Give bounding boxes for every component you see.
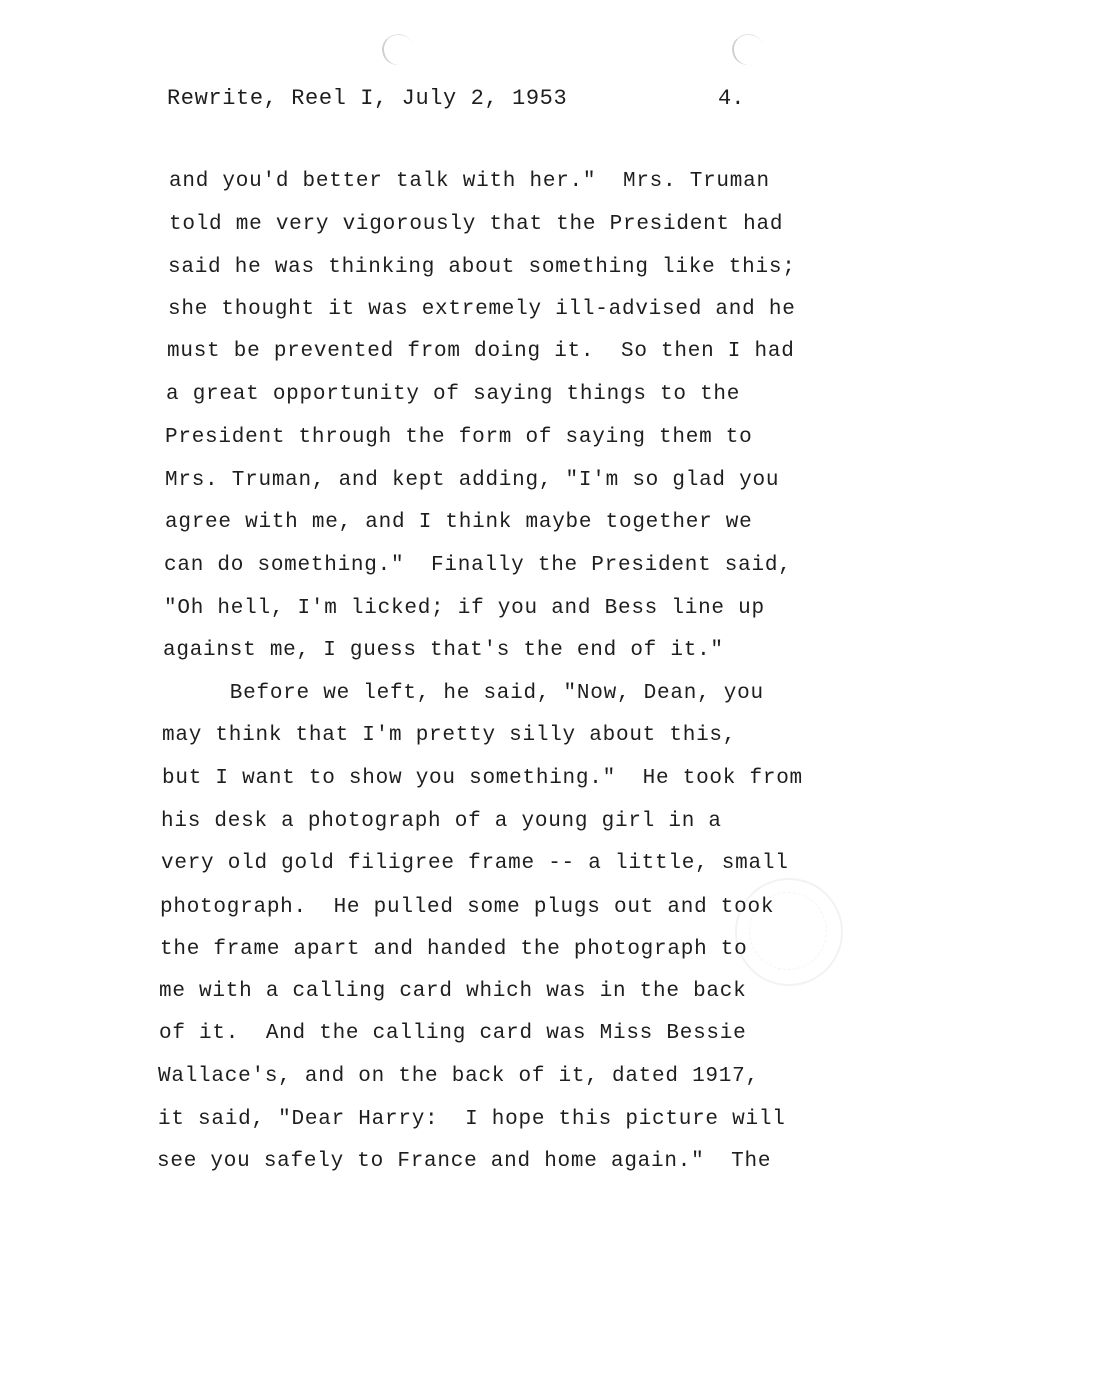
body-line: his desk a photograph of a young girl in a: [161, 810, 722, 833]
body-line: of it. And the calling card was Miss Bessie: [159, 1022, 747, 1045]
body-line: and you'd better talk with her." Mrs. Truman: [169, 170, 770, 193]
body-line: told me very vigorously that the President had: [169, 213, 784, 236]
body-line: she thought it was extremely ill-advised and he: [168, 298, 796, 321]
body-line: me with a calling card which was in the back: [159, 980, 747, 1003]
punch-hole-right: [730, 31, 767, 67]
body-line: Mrs. Truman, and kept adding, "I'm so glad you: [165, 469, 780, 492]
body-line: agree with me, and I think maybe together we: [165, 511, 753, 534]
body-line: said he was thinking about something like this;: [168, 256, 796, 279]
header-title: Rewrite, Reel I, July 2, 1953: [167, 86, 568, 111]
body-line: "Oh hell, I'm licked; if you and Bess line up: [164, 597, 765, 620]
body-line: can do something." Finally the President said,: [164, 554, 792, 577]
body-line: see you safely to France and home again." The: [157, 1150, 772, 1173]
page-number: 4.: [718, 86, 745, 111]
faded-stamp: [735, 878, 843, 986]
body-line: must be prevented from doing it. So then I had: [167, 340, 795, 363]
body-line: a great opportunity of saying things to the: [166, 383, 741, 406]
body-line: Before we left, he said, "Now, Dean, you: [163, 682, 764, 705]
body-line: but I want to show you something." He took from: [162, 767, 803, 790]
body-line: may think that I'm pretty silly about this,: [162, 724, 737, 747]
body-line: very old gold filigree frame -- a little, small: [161, 852, 789, 875]
body-line: photograph. He pulled some plugs out and took: [160, 896, 775, 919]
body-line: President through the form of saying them to: [165, 426, 753, 449]
body-line: it said, "Dear Harry: I hope this picture will: [158, 1108, 786, 1131]
body-line: the frame apart and handed the photograph to: [160, 938, 748, 961]
body-line: Wallace's, and on the back of it, dated 1917,: [158, 1065, 759, 1088]
body-line: against me, I guess that's the end of it.": [163, 639, 724, 662]
punch-hole-left: [380, 31, 417, 67]
